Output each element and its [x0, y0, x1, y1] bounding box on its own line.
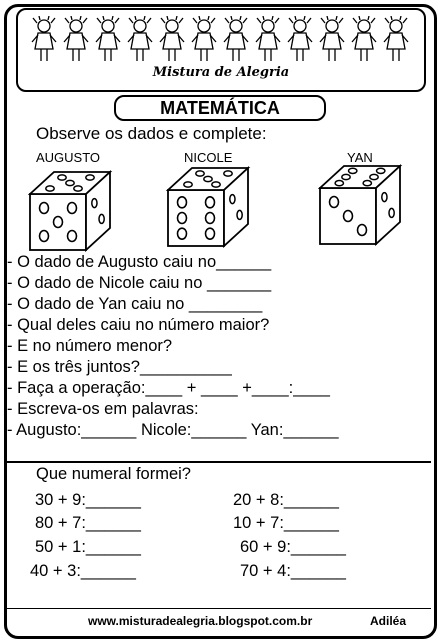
section-divider [7, 461, 431, 463]
dice-pip [196, 171, 204, 176]
dice-pip [224, 171, 232, 176]
children-illustration [28, 16, 414, 66]
op-left-2: 80 + 7:______ [35, 514, 141, 532]
dice-pip [342, 174, 350, 179]
dice-pip [389, 208, 394, 217]
dice-pip [370, 174, 378, 179]
dice-augusto [28, 168, 113, 252]
dice-pip [40, 231, 49, 242]
dice-pip [58, 175, 66, 180]
dice-pip [99, 214, 104, 223]
op-right-3: 60 + 9:______ [240, 538, 346, 556]
child-figure [64, 16, 88, 61]
dice-pip [204, 176, 212, 181]
dice-pip [68, 203, 77, 214]
dice-nicole [166, 164, 251, 248]
question-7: - Faça a operação:____ + ____ +____:____ [7, 379, 330, 397]
dice-pip [178, 213, 187, 224]
child-figure [256, 16, 280, 61]
dice-pip [54, 217, 63, 228]
child-figure [224, 16, 248, 61]
dice-pip [237, 210, 242, 219]
dice-pip [92, 199, 97, 208]
child-figure [128, 16, 152, 61]
dice-pip [86, 175, 94, 180]
child-figure [96, 16, 120, 61]
child-figure [320, 16, 344, 61]
dice-label-augusto: AUGUSTO [36, 150, 101, 165]
op-left-4: 40 + 3:______ [30, 562, 136, 580]
footer-author: Adiléa [370, 614, 407, 628]
footer-url: www.misturadealegria.blogspot.com.br [88, 614, 313, 628]
child-figure [32, 16, 56, 61]
dice-label-yan: YAN [347, 150, 373, 165]
dice-pip [40, 203, 49, 214]
child-figure [352, 16, 376, 61]
brand-logo-text: Mistura de Alegria [152, 65, 290, 80]
dice-pip [178, 228, 187, 239]
dice-pip [335, 181, 343, 186]
question-2: - O dado de Nicole caiu no _______ [7, 274, 272, 292]
dice-pip [206, 197, 215, 208]
question-9: - Augusto:______ Nicole:______ Yan:______ [7, 421, 339, 439]
child-figure [160, 16, 184, 61]
dice-pip [206, 213, 215, 224]
dice-pip [382, 193, 387, 202]
child-figure [384, 16, 408, 61]
dice-yan [318, 162, 403, 246]
dice-front-face [168, 190, 224, 246]
dice-pip [363, 181, 371, 186]
dice-pip [212, 182, 220, 187]
op-right-2: 10 + 7:______ [233, 514, 339, 532]
dice-label-nicole: NICOLE [184, 150, 233, 165]
question-4: - Qual deles caiu no número maior? [7, 316, 270, 334]
instruction: Observe os dados e complete: [36, 124, 267, 143]
question-8: - Escreva-os em palavras: [7, 400, 199, 418]
child-figure [192, 16, 216, 61]
header-banner [16, 8, 426, 92]
dice-pip [66, 180, 74, 185]
op-right-4: 70 + 4:______ [240, 562, 346, 580]
dice-pip [377, 168, 385, 173]
dice-pip [68, 231, 77, 242]
dice-pip [206, 228, 215, 239]
dice-pip [358, 225, 367, 236]
question-6: - E os três juntos?__________ [7, 358, 232, 376]
dice-pip [178, 197, 187, 208]
dice-pip [230, 195, 235, 204]
section2-prompt: Que numeral formei? [36, 465, 191, 483]
question-5: - E no número menor? [7, 337, 173, 355]
page-title: MATEMÁTICA [114, 95, 326, 121]
footer-divider [7, 608, 431, 609]
question-3: - O dado de Yan caiu no ________ [7, 295, 263, 313]
child-figure [288, 16, 312, 61]
question-list [7, 252, 339, 441]
dice-pip [330, 197, 339, 208]
dice-pip [46, 186, 54, 191]
dice-pip [74, 186, 82, 191]
dice-pip [344, 211, 353, 222]
dice-pip [349, 168, 357, 173]
dice-pip [184, 182, 192, 187]
question-1: - O dado de Augusto caiu no______ [7, 253, 272, 271]
op-left-3: 50 + 1:______ [35, 538, 141, 556]
op-left-1: 30 + 9:______ [35, 491, 141, 509]
op-right-1: 20 + 8:______ [233, 491, 339, 509]
